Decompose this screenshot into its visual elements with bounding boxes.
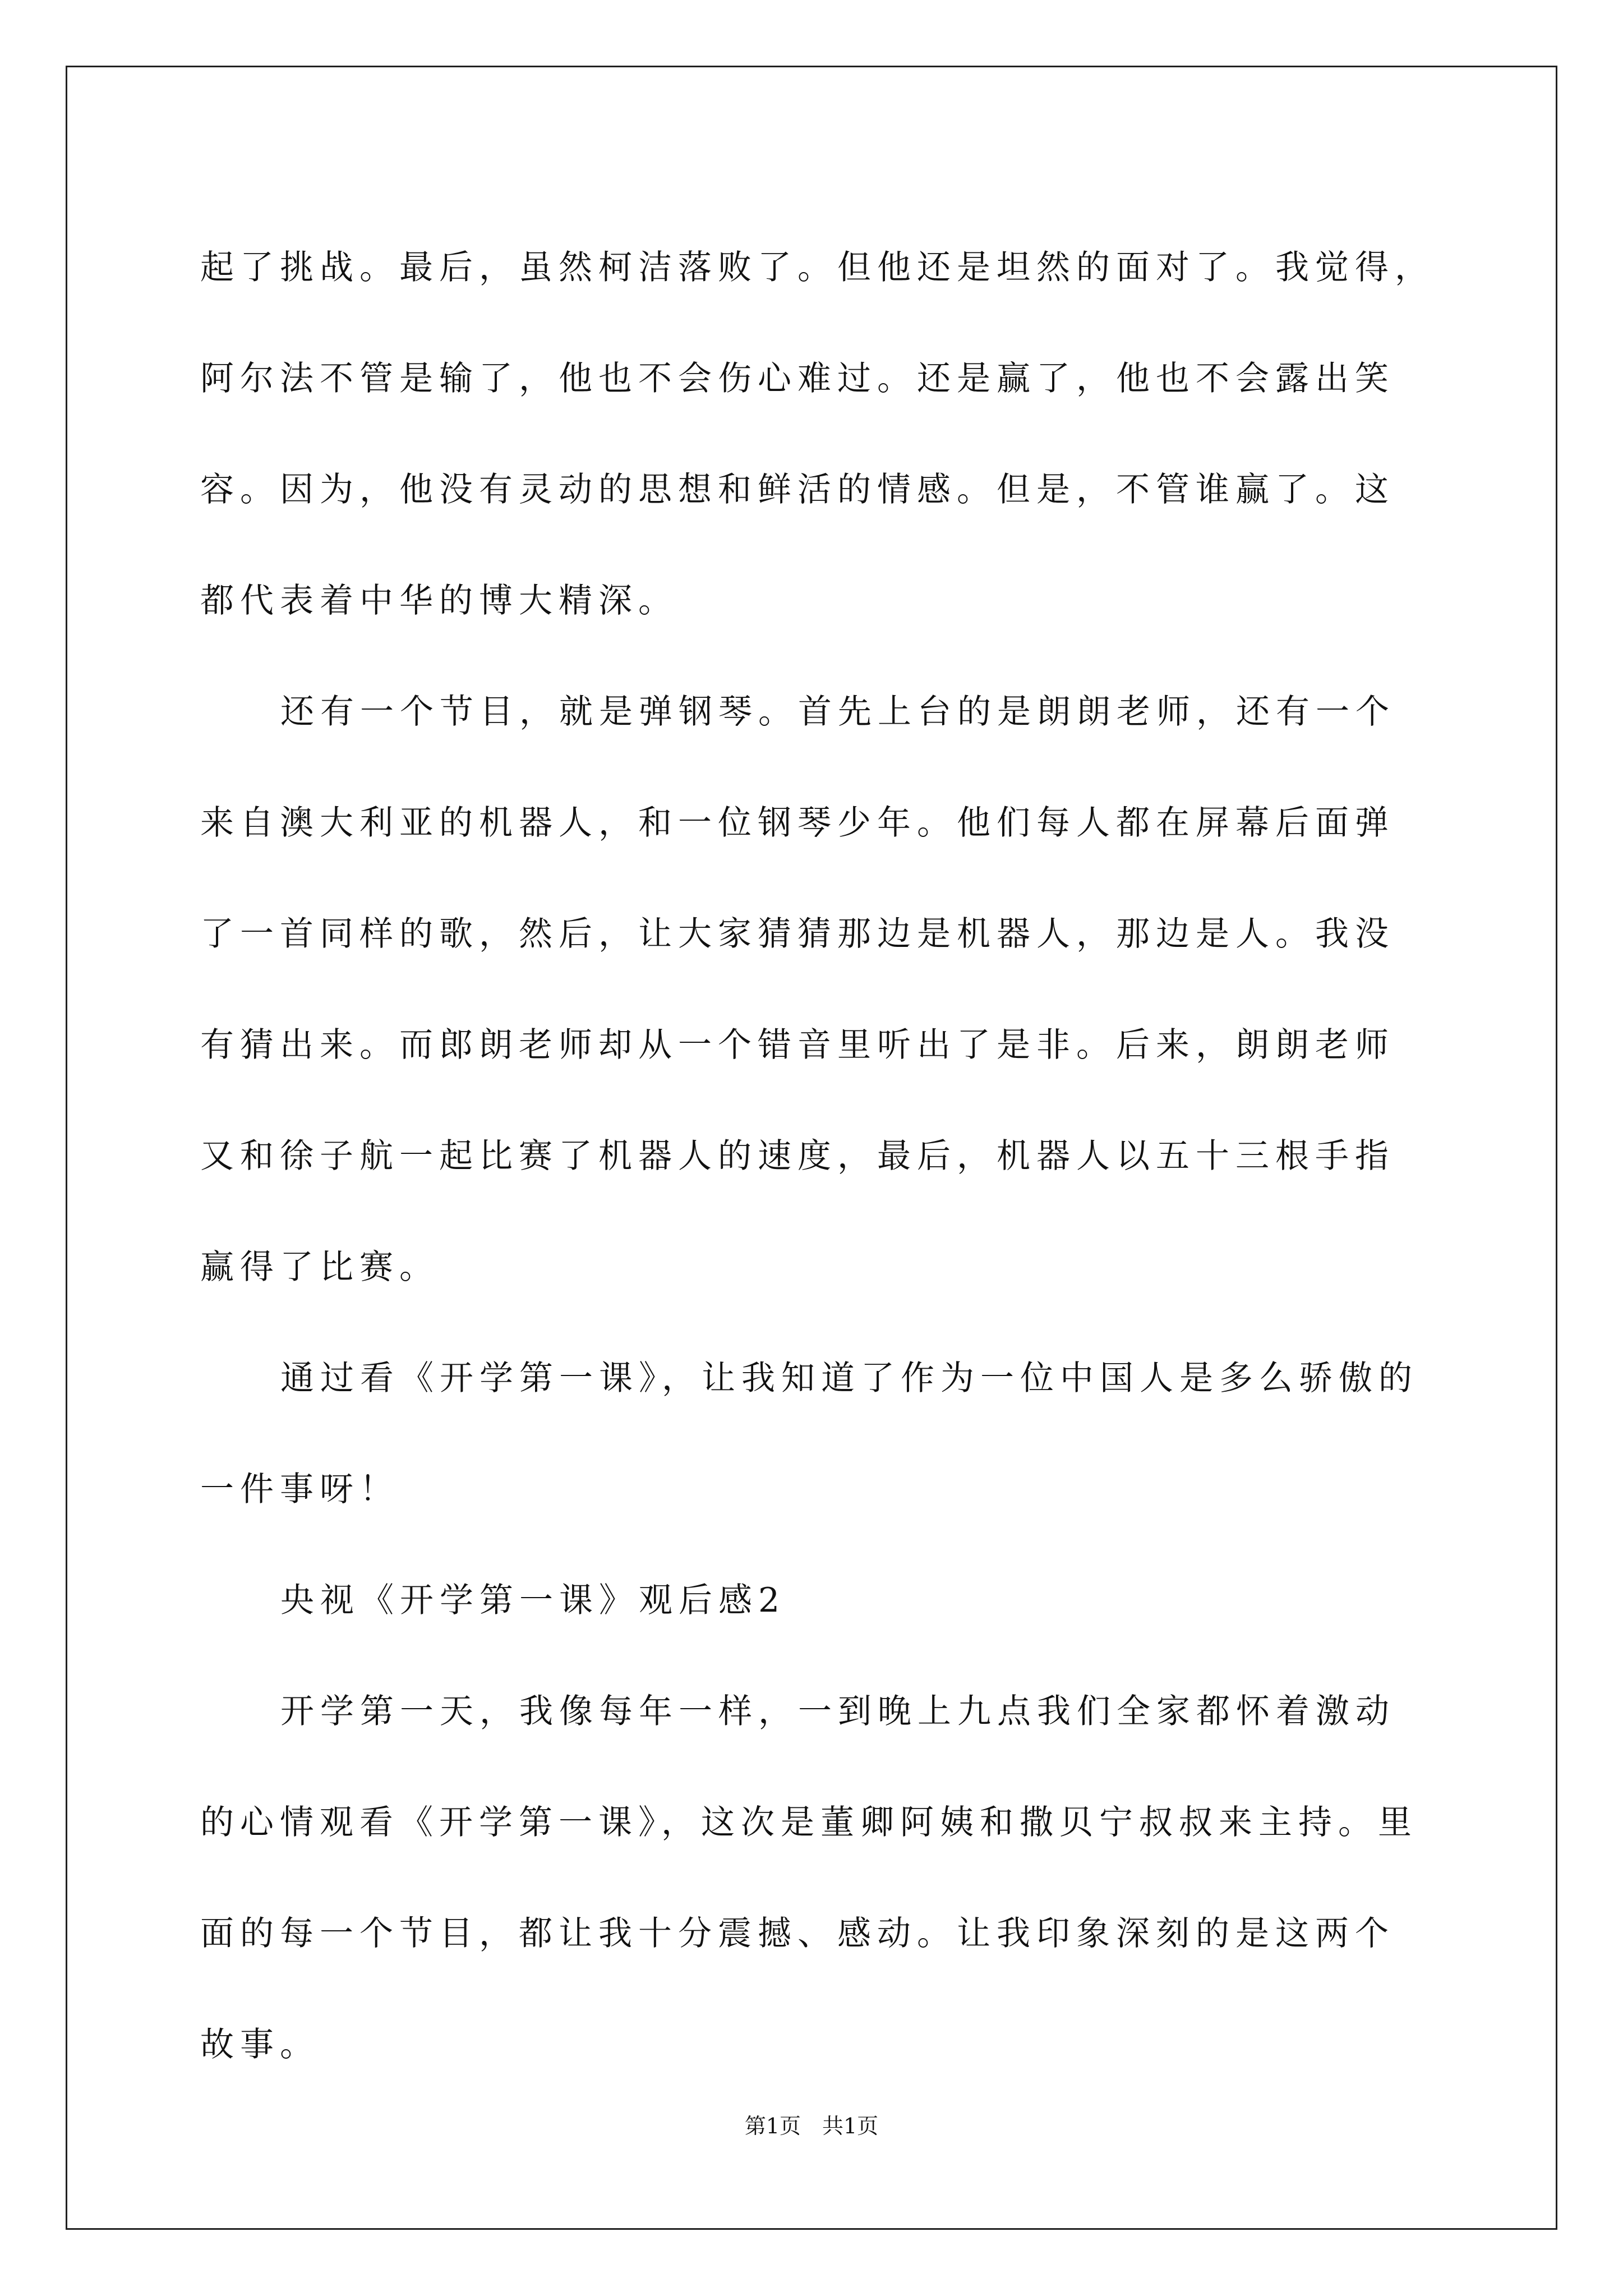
text-line: 一件事呀！ — [200, 1470, 399, 1509]
text-line: 阿尔法不管是输了，他也不会伤心难过。还是赢了，他也不会露出笑 — [200, 359, 1395, 398]
text-line: 面的每一个节目，都让我十分震撼、感动。让我印象深刻的是这两个 — [200, 1914, 1395, 1953]
text-line: 又和徐子航一起比赛了机器人的速度，最后，机器人以五十三根手指 — [200, 1137, 1395, 1176]
text-line: 起了挑战。最后，虽然柯洁落败了。但他还是坦然的面对了。我觉得， — [200, 248, 1435, 287]
text-line: 还有一个节目，就是弹钢琴。首先上台的是朗朗老师，还有一个 — [280, 692, 1395, 731]
text-line: 的心情观看《开学第一课》，这次是董卿阿姨和撒贝宁叔叔来主持。里 — [200, 1803, 1418, 1842]
document-body — [200, 212, 1435, 2100]
text-line: 来自澳大利亚的机器人，和一位钢琴少年。他们每人都在屏幕后面弹 — [200, 803, 1395, 843]
page-footer: 第1页 共1页 — [744, 2114, 879, 2138]
section-heading: 央视《开学第一课》观后感2 — [280, 1581, 786, 1620]
text-line: 故事。 — [200, 2025, 320, 2064]
text-line: 赢得了比赛。 — [200, 1248, 439, 1287]
text-line: 通过看《开学第一课》，让我知道了作为一位中国人是多么骄傲的 — [280, 1359, 1418, 1398]
text-line: 开学第一天，我像每年一样，一到晚上九点我们全家都怀着激动 — [280, 1692, 1395, 1731]
text-line: 容。因为，他没有灵动的思想和鲜活的情感。但是，不管谁赢了。这 — [200, 470, 1395, 509]
text-line: 了一首同样的歌，然后，让大家猜猜那边是机器人，那边是人。我没 — [200, 914, 1395, 954]
text-line: 有猜出来。而郎朗老师却从一个错音里听出了是非。后来，朗朗老师 — [200, 1025, 1395, 1065]
text-line: 都代表着中华的博大精深。 — [200, 581, 678, 620]
